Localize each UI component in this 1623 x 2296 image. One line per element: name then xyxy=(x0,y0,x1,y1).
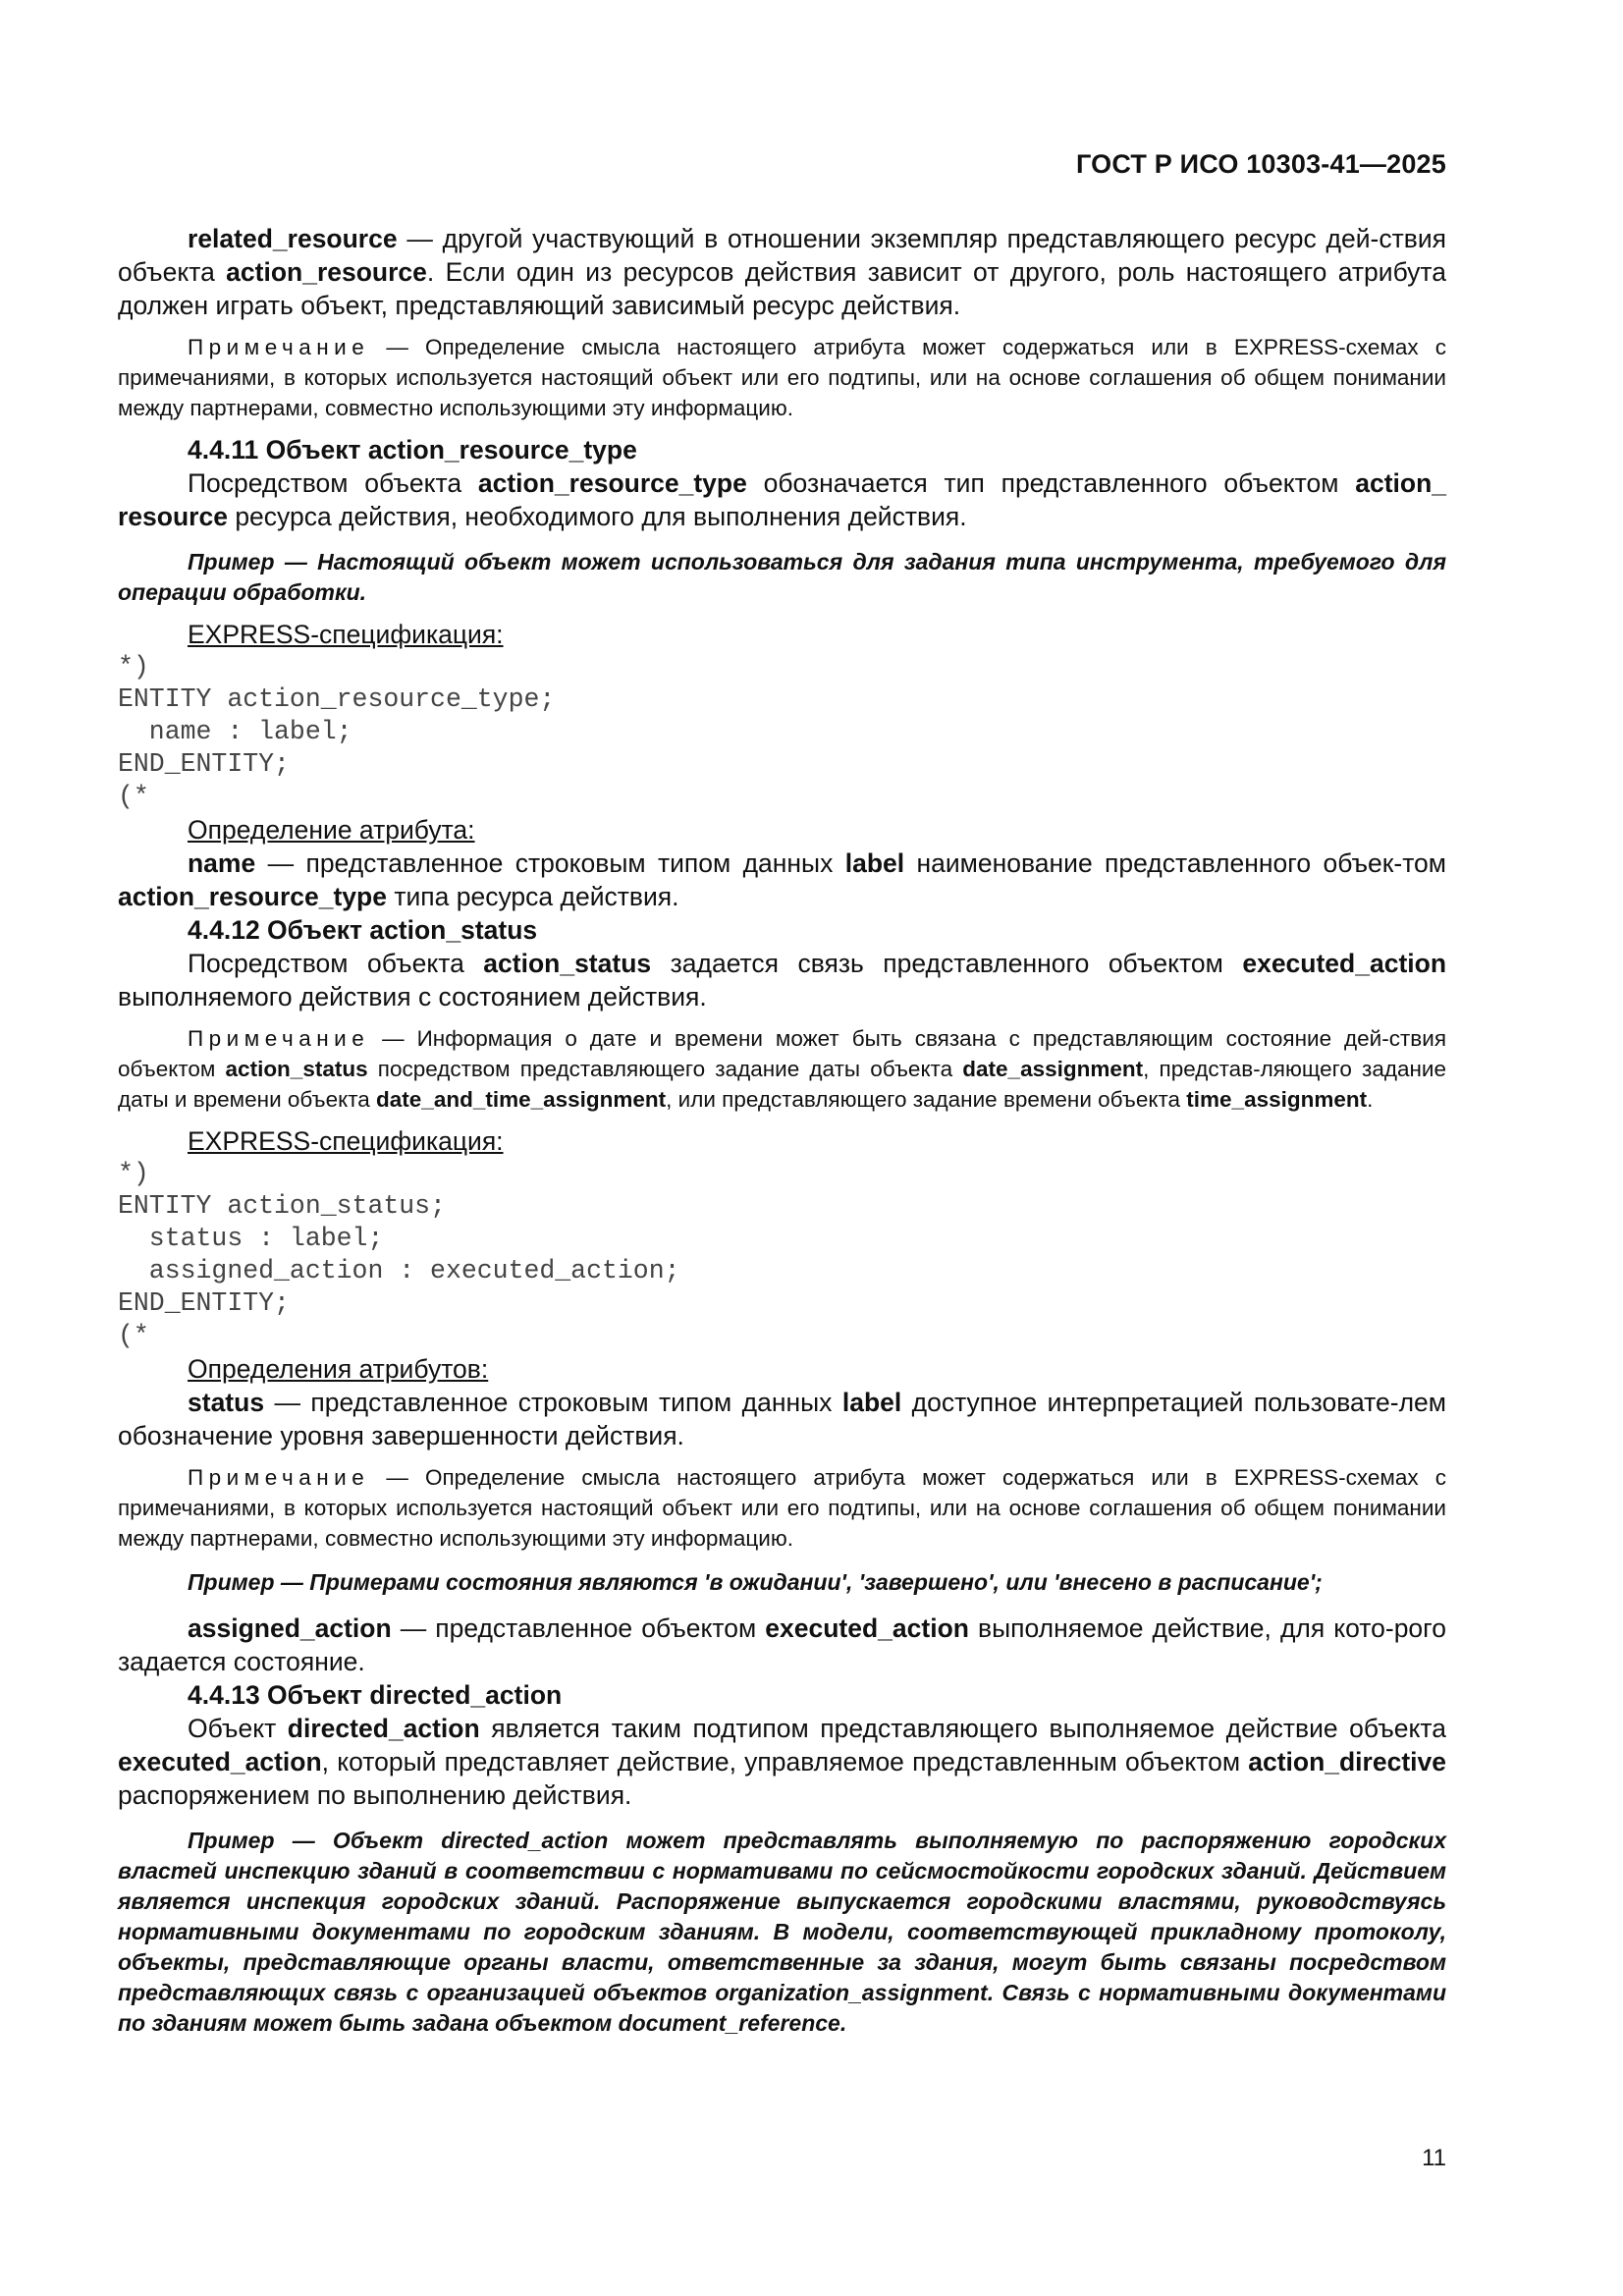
express-label: EXPRESS-спецификация: xyxy=(188,620,504,649)
section-heading-4-4-13: 4.4.13 Объект directed_action xyxy=(188,1680,563,1710)
term: related_resource xyxy=(188,224,398,253)
attribute-definition-related-resource: related_resource — другой участвующий в отношении экземпляр представляющего ресурс дей-ствия объекта action_resource. Если один из ресурсов действия зависит от другого, роль настоящего атрибута должен играть объект, представляющий зависимый ресурс действия. xyxy=(118,224,1446,320)
attribute-definition-name: name — представленное строковым типом данных label наименование представленного объек-том action_resource_type типа ресурса действия. xyxy=(118,848,1447,911)
example: Пример — Объект directed_action может представлять выполняемую по распоряжению городских властей инспекцию зданий в соответствии с нормативами по сейсмостойкости городских зданий. Действием является инспекция городских зданий. Распоряжение выпускается городскими властями, руководствуясь нормативными документами по городским зданиям. В модели, соответствующей прикладному протоколу, объекты, представляющие органы власти, ответственные за здания, могут быть связаны посредством представляющих связь с организацией объектов organization_assignment. Связь с нормативными документами по зданиям может быть задана объектом document_reference. xyxy=(118,1828,1446,2036)
express-code: *) ENTITY action_status; status : label; assigned_action : executed_action; END_ENTITY; (* xyxy=(118,1159,680,1350)
section-text: Посредством объекта action_status задается связь представленного объектом executed_action выполняемого действия с состоянием действия. xyxy=(118,949,1447,1011)
example: Пример — Примерами состояния являются 'в ожидании', 'завершено', или 'внесено в расписание'; xyxy=(188,1569,1323,1595)
section-heading-4-4-11: 4.4.11 Объект action_resource_type xyxy=(188,435,637,465)
note: Примечание — Информация о дате и времени может быть связана с представляющим состояние дей-ствия объектом action_status посредством представляющего задание даты объекта date_assignment, представ-ляющего задание даты и времени объекта date_and_time_assignment, или представляющего задание времени объекта time_assignment. xyxy=(118,1026,1446,1112)
note: Примечание — Определение смысла настоящего атрибута может содержаться или в EXPRESS-схемах с примечаниями, в которых используется настоящий объект или его подтипы, или на основе соглашения об общем понимании между партнерами, совместно использующими эту информацию. xyxy=(118,335,1446,420)
attributes-label: Определения атрибутов: xyxy=(188,1354,489,1384)
express-code: *) ENTITY action_resource_type; name : label; END_ENTITY; (* xyxy=(118,652,556,811)
example: Пример — Настоящий объект может использоваться для задания типа инструмента, требуемого для операции обработки. xyxy=(118,549,1446,605)
note-lead: Примечание xyxy=(188,335,370,359)
page-number: 11 xyxy=(1422,2145,1446,2171)
attribute-definition-assigned-action: assigned_action — представленное объектом executed_action выполняемое действие, для кото-рого задается состояние. xyxy=(118,1613,1446,1676)
attribute-definition-status: status — представленное строковым типом данных label доступное интерпретацией пользовате-лем обозначение уровня завершенности действия. xyxy=(118,1388,1446,1450)
attribute-label: Определение атрибута: xyxy=(188,815,475,845)
section-text: Посредством объекта action_resource_type обозначается тип представленного объектом action_ resource ресурса действия, необходимого для выполнения действия. xyxy=(118,468,1446,531)
page-content xyxy=(118,222,1446,2039)
note: Примечание — Определение смысла настоящего атрибута может содержаться или в EXPRESS-схемах с примечаниями, в которых используется настоящий объект или его подтипы, или на основе соглашения об общем понимании между партнерами, совместно использующими эту информацию. xyxy=(118,1465,1446,1551)
document-code: ГОСТ Р ИСО 10303-41—2025 xyxy=(1076,149,1446,179)
entity-ref: action_resource xyxy=(226,257,427,287)
section-heading-4-4-12: 4.4.12 Объект action_status xyxy=(188,915,538,945)
section-text: Объект directed_action является таким подтипом представляющего выполняемое действие объекта executed_action, который представляет действие, управляемое представленным объектом action_directive распоряжением по выполнению действия. xyxy=(118,1714,1446,1810)
express-label: EXPRESS-спецификация: xyxy=(188,1126,504,1156)
